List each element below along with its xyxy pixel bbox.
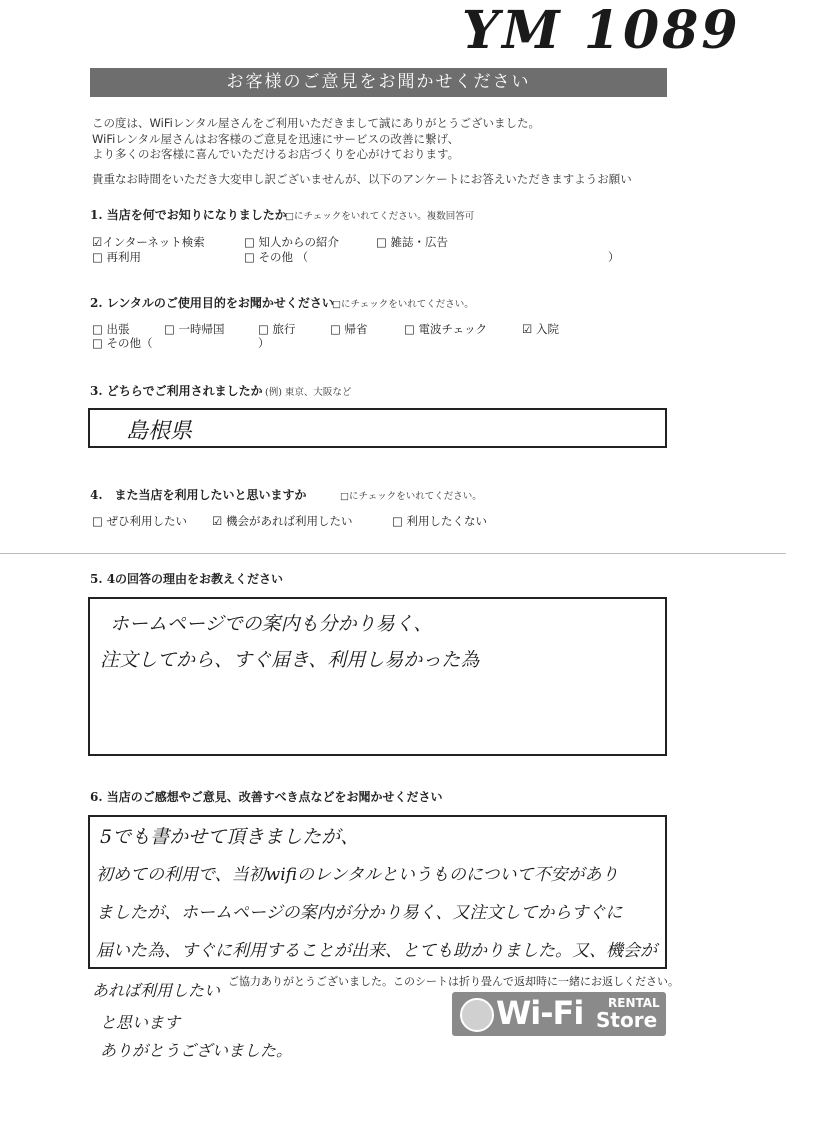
q4-option-no[interactable]: □ 利用したくない: [392, 514, 488, 528]
q5-answer-line-1: ホームページでの案内も分かり易く、: [110, 613, 433, 635]
q2-option-other[interactable]: □ その他（: [92, 336, 153, 350]
q1-note: □にチェックをいれてください。複数回答可: [285, 211, 475, 222]
q2-title: 2. レンタルのご使用目的をお聞かせください: [90, 296, 334, 310]
q2-option-signal-check[interactable]: □ 電波チェック: [404, 322, 488, 336]
q4-title: 4. また当店を利用したいと思いますか: [90, 488, 307, 502]
q2-option-signal-check-label: 電波チェック: [418, 322, 488, 336]
q2-option-business[interactable]: □ 出張: [92, 322, 130, 336]
q4-note: □にチェックをいれてください。: [340, 491, 482, 502]
q6-answer-line-3: ましたが、ホームページの案内が分かり易く、又注文してからすぐに: [96, 903, 623, 923]
q2-option-business-label: 出張: [106, 322, 130, 336]
logo-store-text: Store: [596, 1008, 658, 1032]
intro-line-2: WiFiレンタル屋さんはお客様のご意見を迅速にサービスの改善に繋げ、: [92, 132, 460, 146]
q6-answer-line-1: 5でも書かせて頂きましたが、: [100, 826, 360, 848]
q2-option-other-label: その他（: [106, 336, 153, 350]
q2-note: □にチェックをいれてください。: [332, 299, 474, 310]
q6-answer-line-2: 初めての利用で、当初wifiのレンタルというものについて不安があり: [96, 865, 619, 885]
intro-line-1: この度は、WiFiレンタル屋さんをご利用いただきまして誠にありがとうございました。: [92, 116, 541, 130]
q1-option-other[interactable]: □ その他 （: [244, 250, 309, 264]
q4-option-definitely-label: ぜひ利用したい: [106, 514, 188, 528]
q2-option-hospital[interactable]: ☑ 入院: [522, 322, 559, 336]
q1-title: 1. 当店を何でお知りになりましたか: [90, 208, 287, 222]
wifi-rental-store-logo: [452, 992, 666, 1036]
q6-answer-line-6: と思います: [100, 1013, 181, 1032]
q1-option-other-label: その他 （: [258, 250, 309, 264]
form-title-bar: お客様のご意見をお聞かせください: [90, 68, 667, 97]
q5-answer-box[interactable]: [88, 597, 667, 756]
q2-option-return-home-label: 一時帰国: [178, 322, 225, 336]
form-serial-number: YM 1089: [462, 0, 741, 61]
q1-option-reuse[interactable]: □ 再利用: [92, 250, 142, 264]
intro-line-3: より多くのお客様に喜んでいただけるお店づくりを心がけております。: [92, 147, 460, 161]
q1-option-magazine-label: 雑誌・広告: [390, 235, 449, 249]
logo-wifi-text: Wi-Fi: [496, 994, 584, 1032]
q2-option-return-home[interactable]: □ 一時帰国: [164, 322, 225, 336]
q5-answer-line-2: 注文してから、すぐ届き、利用し易かった為: [100, 649, 480, 671]
fold-line-divider: [0, 553, 786, 554]
mascot-icon: [460, 998, 494, 1032]
q4-option-definitely[interactable]: □ ぜひ利用したい: [92, 514, 188, 528]
q2-option-hospital-label: 入院: [535, 322, 559, 336]
q2-option-homecoming[interactable]: □ 帰省: [330, 322, 368, 336]
q2-option-travel-label: 旅行: [272, 322, 296, 336]
intro-line-4: 貴重なお時間をいただき大変申し訳ございませんが、以下のアンケートにお答えいただきますようお願い: [92, 172, 632, 186]
q6-title: 6. 当店のご感想やご意見、改善すべき点などをお聞かせください: [90, 790, 443, 804]
footer-thanks: ご協力ありがとうございました。このシートは折り畳んで返却時に一緒にお返しください。: [228, 975, 679, 988]
logo-rental-text: RENTAL: [608, 996, 660, 1010]
q4-option-if-chance[interactable]: ☑ 機会があれば利用したい: [212, 514, 353, 528]
q3-answer-box[interactable]: [88, 408, 667, 448]
q1-option-internet[interactable]: ☑インターネット検索: [92, 235, 205, 249]
q1-option-referral[interactable]: □ 知人からの紹介: [244, 235, 340, 249]
q1-option-reuse-label: 再利用: [106, 250, 142, 264]
q4-option-if-chance-label: 機会があれば利用したい: [225, 514, 353, 528]
q3-answer-text: 島根県: [126, 419, 193, 444]
q1-option-referral-label: 知人からの紹介: [258, 235, 340, 249]
q5-title: 5. 4の回答の理由をお教えください: [90, 572, 284, 586]
q1-option-internet-label: インターネット検索: [102, 235, 205, 249]
q2-option-travel[interactable]: □ 旅行: [258, 322, 296, 336]
q4-option-no-label: 利用したくない: [406, 514, 488, 528]
q3-note: (例) 東京、大阪など: [265, 387, 352, 398]
q6-answer-line-4: 届いた為、すぐに利用することが出来、とても助かりました。又、機会が: [96, 941, 657, 961]
q2-option-homecoming-label: 帰省: [344, 322, 368, 336]
q1-option-other-close: ）: [608, 250, 620, 264]
q6-answer-line-5: あれば利用したい: [92, 981, 221, 1000]
q2-option-other-close: ）: [258, 336, 270, 350]
q3-title: 3. どちらでご利用されましたか: [90, 384, 263, 398]
q6-answer-line-7: ありがとうございました。: [100, 1041, 293, 1060]
q1-option-magazine[interactable]: □ 雑誌・広告: [376, 235, 449, 249]
